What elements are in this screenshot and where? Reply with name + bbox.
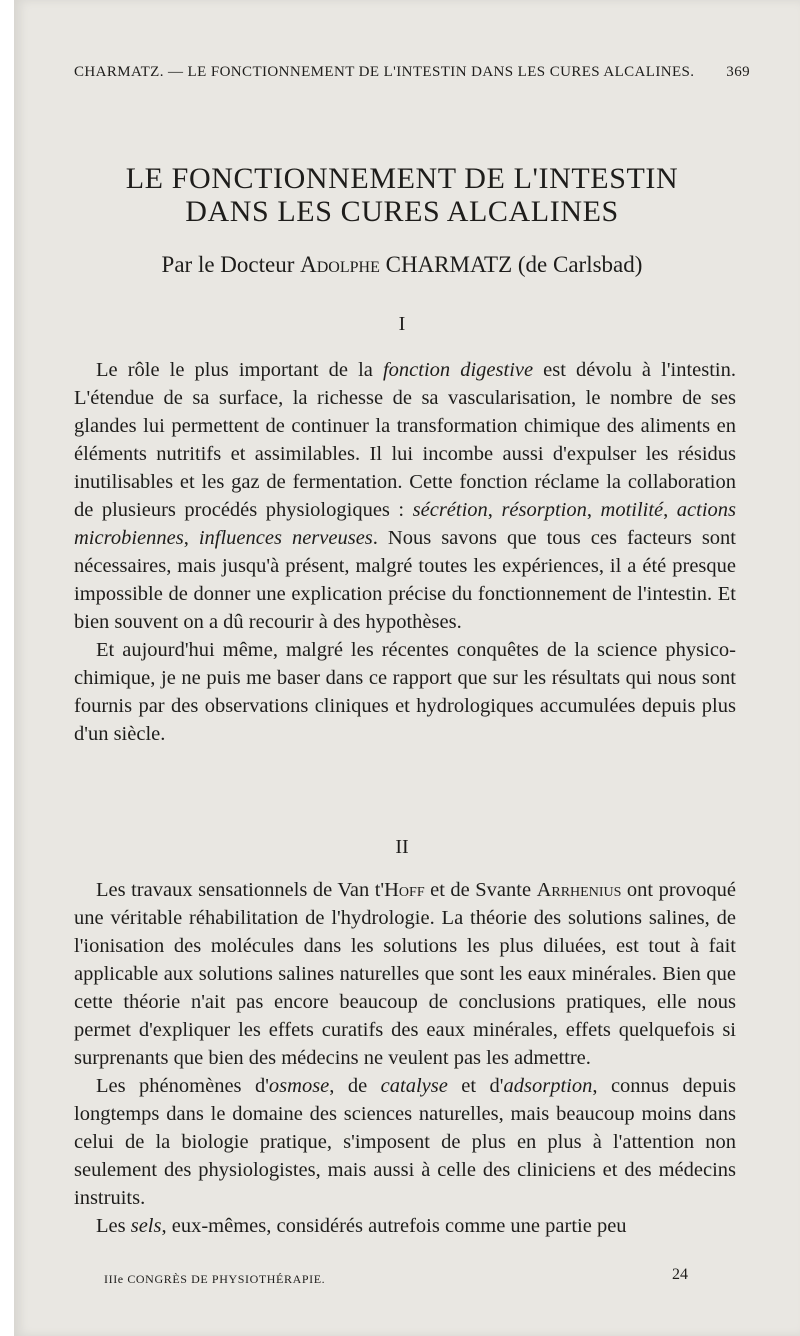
paragraph bbox=[74, 636, 736, 748]
italic-term: sécrétion bbox=[412, 499, 488, 521]
paragraph bbox=[74, 1072, 736, 1212]
author-suffix: (de Carlsbad) bbox=[512, 252, 643, 277]
text-run: Les bbox=[96, 1215, 131, 1237]
book-page bbox=[14, 0, 800, 1336]
text-run: et d' bbox=[447, 1075, 504, 1097]
small-caps-name: Hoff bbox=[384, 879, 425, 901]
italic-term: catalyse bbox=[380, 1075, 448, 1097]
author-line bbox=[74, 252, 730, 278]
text-run: Les travaux sensationnels de Van t' bbox=[96, 879, 385, 901]
signature-mark: 24 bbox=[672, 1266, 688, 1283]
page-number: 369 bbox=[726, 64, 750, 80]
italic-term: fonction digestive bbox=[382, 359, 534, 381]
section-heading-1: I bbox=[398, 313, 406, 335]
article-title-line-2: DANS LES CURES ALCALINES bbox=[185, 195, 619, 228]
text-run: , eux-mêmes, considérés autrefois comme une partie peu bbox=[161, 1215, 627, 1237]
text-run: Et aujourd'hui même, malgré les récentes conquêtes de la science physico-chimique, je ne puis me baser dans ce rapport que sur les résultats qui nous sont fournis par des observations cliniques et hydrologiques accumulées depuis plus d'un siècle. bbox=[74, 639, 736, 745]
text-run: , connus depuis longtemps dans le domaine des sciences naturelles, mais beaucoup moins dans celui de la biologie pratique, s'imposent de plus en plus à l'attention non seulement des physiologistes, mais aussi à celle des cliniciens et des médecins instruits. bbox=[74, 1075, 736, 1209]
section-2-body bbox=[74, 876, 736, 1240]
text-run: , de bbox=[329, 1075, 381, 1097]
author-first-name: Adolphe bbox=[300, 252, 380, 277]
italic-term: résorption bbox=[501, 499, 587, 521]
italic-term: adsorption bbox=[503, 1075, 593, 1097]
text-run: Les phénomènes d' bbox=[96, 1075, 269, 1097]
paragraph bbox=[74, 356, 736, 636]
running-head bbox=[74, 64, 750, 81]
text-run: est dévolu à l'intestin. L'étendue de sa surface, la richesse de sa vascularisation, le nombre de ses glandes lui permettent de continuer la transformation chimique des aliments en éléments nutritifs et assimilables. Il lui incombe aussi d'expulser les résidus inutilisables et les gaz de fermentation. Cette fonction réclame la collaboration de plusieurs procédés physiologiques : bbox=[74, 359, 736, 521]
running-title: CHARMATZ. — LE FONCTIONNEMENT DE L'INTESTIN DANS LES CURES ALCALINES. bbox=[74, 64, 695, 80]
author-prefix: Par le Docteur bbox=[161, 252, 301, 277]
section-1-body bbox=[74, 356, 736, 748]
text-run: , bbox=[663, 499, 677, 521]
text-run: ont provoqué une véritable réhabilitation de l'hydrologie. La théorie des solutions salines, de l'ionisation des molécules dans les solutions les plus diluées, est tout à fait applicable aux solutions salines naturelles que sont les eaux minérales. Bien que cette théorie n'ait pas encore beaucoup de conclusions pratiques, elle nous permet d'expliquer les effets curatifs des eaux minérales, effets quelquefois si surprenants que bien des médecins ne veulent pas les admettre. bbox=[74, 879, 736, 1069]
italic-term: influences nerveuses bbox=[198, 527, 373, 549]
small-caps-name: Arrhenius bbox=[536, 879, 622, 901]
section-heading-2: II bbox=[395, 836, 409, 858]
italic-term: sels bbox=[130, 1215, 162, 1237]
text-run: , bbox=[487, 499, 502, 521]
italic-term: osmose bbox=[268, 1075, 330, 1097]
article-title-line-1: LE FONCTIONNEMENT DE L'INTESTIN bbox=[125, 162, 679, 195]
author-surname: CHARMATZ bbox=[385, 252, 513, 277]
text-run: Le rôle le plus important de la bbox=[96, 359, 383, 381]
text-run: . Nous savons que tous ces facteurs sont nécessaires, mais jusqu'à présent, malgré toutes les expériences, il a été presque impossible de donner une explication précise du fonctionnement de l'intestin. Et bien souvent on a dû recourir à des hypothèses. bbox=[74, 527, 736, 633]
text-run: , bbox=[586, 499, 601, 521]
paragraph bbox=[74, 1212, 736, 1240]
text-run: et de Svante bbox=[424, 879, 537, 901]
paragraph bbox=[74, 876, 736, 1072]
italic-term: actions microbiennes bbox=[74, 499, 737, 549]
italic-term: motilité bbox=[600, 499, 664, 521]
footer-congress: IIIe CONGRÈS DE PHYSIOTHÉRAPIE. bbox=[104, 1272, 326, 1286]
text-run: , bbox=[183, 527, 199, 549]
